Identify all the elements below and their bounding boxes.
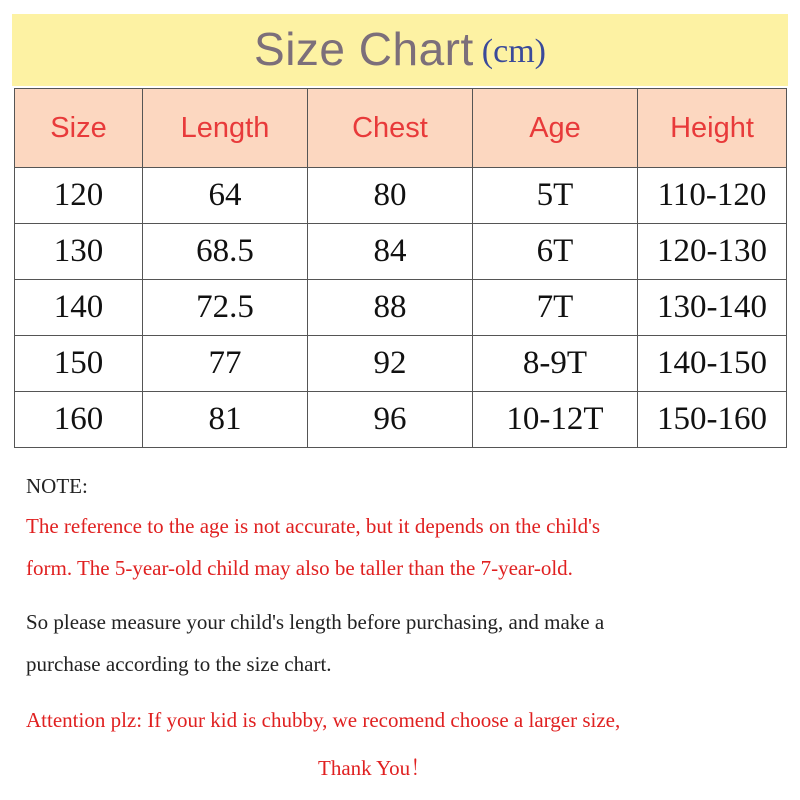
age-note-line-2: form. The 5-year-old child may also be taller than the 7-year-old.	[26, 556, 573, 580]
header-chest: Chest	[308, 89, 473, 168]
cell-size: 160	[15, 392, 143, 448]
header-size: Size	[15, 89, 143, 168]
size-table	[14, 88, 787, 448]
cell-size: 150	[15, 336, 143, 392]
cell-length: 77	[143, 336, 308, 392]
title-banner	[12, 14, 788, 86]
thank-you-note: Thank You！	[318, 756, 432, 780]
cell-height: 130-140	[638, 280, 787, 336]
cell-chest: 92	[308, 336, 473, 392]
cell-length: 72.5	[143, 280, 308, 336]
cell-size: 120	[15, 168, 143, 224]
unit-label: (cm)	[481, 33, 546, 70]
cell-chest: 88	[308, 280, 473, 336]
note-heading: NOTE:	[26, 474, 88, 498]
header-height: Height	[638, 89, 787, 168]
table-header-row	[15, 89, 787, 168]
measure-note-line-2: purchase according to the size chart.	[26, 652, 332, 676]
chart-title: Size Chart	[254, 23, 474, 75]
table-row	[15, 280, 787, 336]
cell-chest: 84	[308, 224, 473, 280]
cell-height: 140-150	[638, 336, 787, 392]
table-row	[15, 224, 787, 280]
cell-height: 110-120	[638, 168, 787, 224]
cell-age: 8-9T	[473, 336, 638, 392]
cell-height: 150-160	[638, 392, 787, 448]
cell-length: 68.5	[143, 224, 308, 280]
cell-age: 6T	[473, 224, 638, 280]
measure-note-line-1: So please measure your child's length before purchasing, and make a	[26, 610, 605, 634]
header-length: Length	[143, 89, 308, 168]
cell-chest: 96	[308, 392, 473, 448]
attention-note: Attention plz: If your kid is chubby, we recomend choose a larger size,	[26, 708, 621, 732]
cell-length: 64	[143, 168, 308, 224]
cell-chest: 80	[308, 168, 473, 224]
cell-age: 10-12T	[473, 392, 638, 448]
age-note-line-1: The reference to the age is not accurate, but it depends on the child's	[26, 514, 601, 538]
table-row	[15, 392, 787, 448]
cell-age: 7T	[473, 280, 638, 336]
cell-size: 130	[15, 224, 143, 280]
cell-size: 140	[15, 280, 143, 336]
cell-age: 5T	[473, 168, 638, 224]
table-row	[15, 336, 787, 392]
cell-length: 81	[143, 392, 308, 448]
table-row	[15, 168, 787, 224]
cell-height: 120-130	[638, 224, 787, 280]
header-age: Age	[473, 89, 638, 168]
